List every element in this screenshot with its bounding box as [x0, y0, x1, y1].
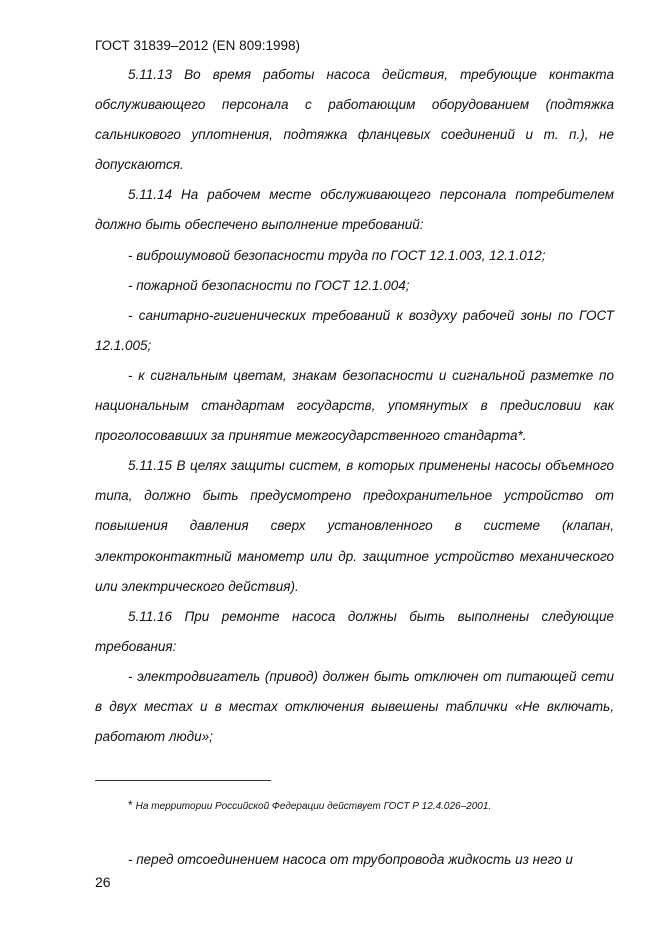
page-number: 26 — [95, 874, 111, 890]
paragraph-5-11-13: 5.11.13 Во время работы насоса действия, требующие контакта обслуживающего персонала с работающим оборудованием (подтяжка сальникового уплотнения, подтяжка фланцевых соединений и т. п.), не допускаются. — [95, 67, 614, 173]
paragraph-5-11-14: 5.11.14 На рабочем месте обслуживающего персонала потребителем должно быть обеспечено выполнение требований: — [95, 187, 614, 233]
document-header: ГОСТ 31839–2012 (EN 809:1998) — [95, 38, 300, 53]
paragraph-5-11-15: 5.11.15 В целях защиты систем, в которых применены насосы объемного типа, должно быть предусмотрено предохранительное устройство от повышения давления сверх установленного в системе (клапан, электроконтактный манометр или др. защитное устройство механического или электрического действия). — [95, 458, 614, 594]
list-item-sanitary: - санитарно-гигиенических требований к воздуху рабочей зоны по ГОСТ 12.1.005; — [95, 307, 614, 353]
footnote-text: На территории Российской Федерации действует ГОСТ Р 12.4.026–2001. — [135, 801, 492, 812]
footnote-divider — [95, 780, 271, 781]
continuation-line: - перед отсоединением насоса от трубопровода жидкость из него и — [128, 852, 573, 867]
list-item-vibration: - виброшумовой безопасности труда по ГОСТ 12.1.003, 12.1.012; — [128, 247, 546, 263]
list-item-motor: - электродвигатель (привод) должен быть отключен от питающей сети в двух местах и в местах отключения вывешены таблички «Не включать, работают люди»; — [95, 668, 614, 745]
footnote-marker: * — [128, 798, 133, 812]
paragraph-5-11-16: 5.11.16 При ремонте насоса должны быть выполнены следующие требования: — [95, 608, 614, 654]
footnote — [128, 798, 491, 812]
list-item-signals: - к сигнальным цветам, знакам безопасности и сигнальной разметке по национальным стандартам государств, упомянутых в предисловии как проголосовавших за принятие межгосударственного стандарта*. — [95, 367, 614, 444]
body-text — [95, 60, 614, 752]
list-item-fire: - пожарной безопасности по ГОСТ 12.1.004; — [128, 277, 410, 293]
